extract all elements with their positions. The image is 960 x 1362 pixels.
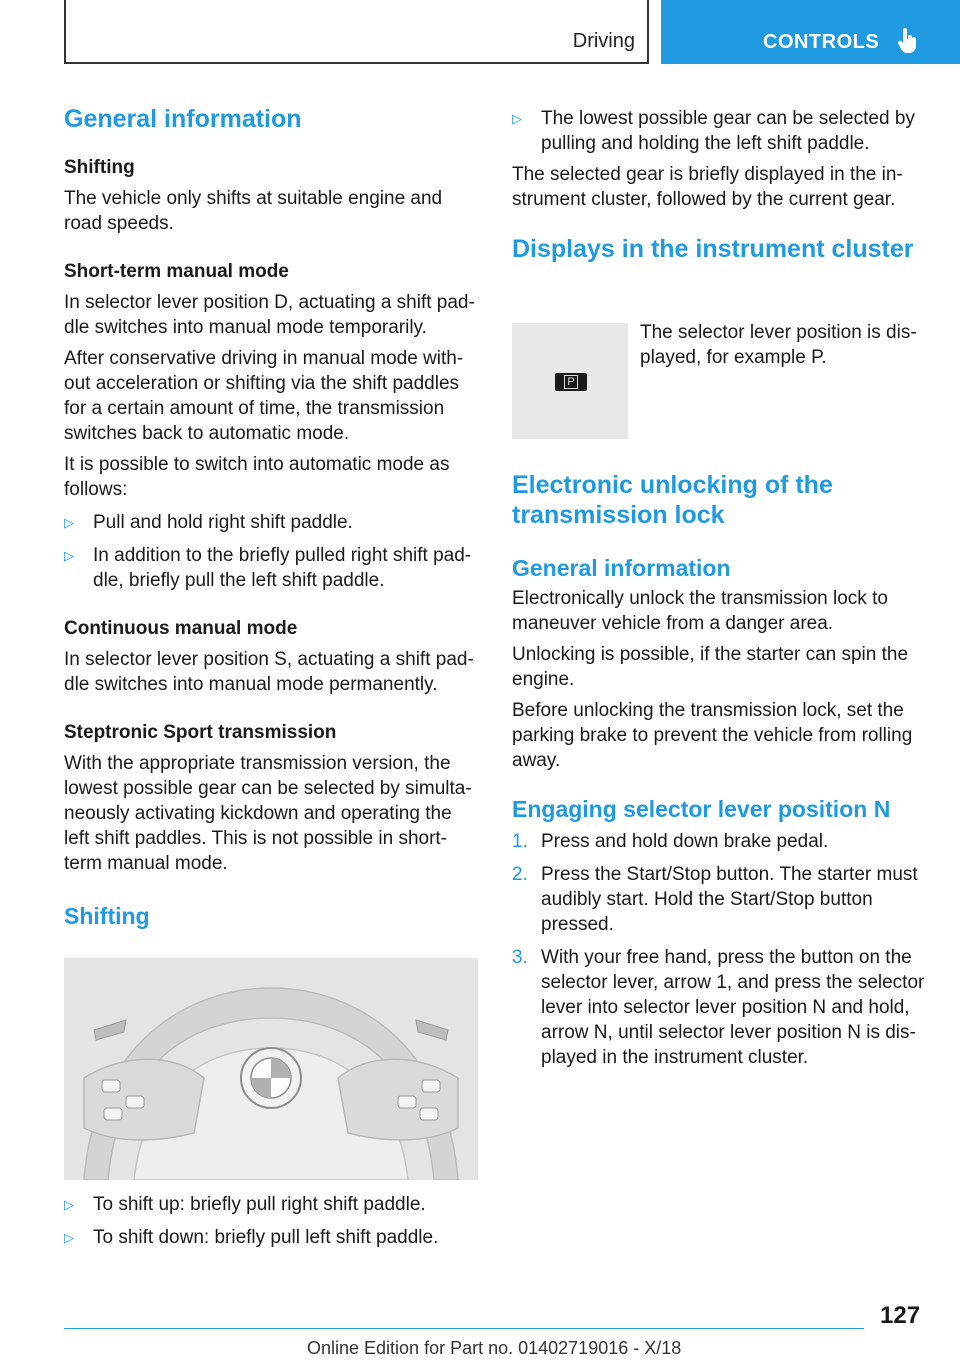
step-item <box>512 945 932 1070</box>
hand-pointer-icon <box>897 28 919 54</box>
list-item: ▷ Pull and hold right shift paddle. <box>64 512 353 533</box>
gi-paragraph-2: Unlocking is possible, if the starter can spin the engine. <box>512 644 909 690</box>
right-column <box>512 100 932 264</box>
stm-paragraph-1: In selector lever position D, actuating a shift pad‐dle switches into manual mode temporarily. <box>64 292 475 338</box>
displays-paragraph: The selector lever position is dis‐played, for example P. <box>640 322 917 368</box>
bullet-triangle-icon: ▷ <box>64 515 74 530</box>
heading-engaging-selector-n: Engaging selector lever position N <box>512 796 891 822</box>
gi-paragraph-3: Before unlocking the transmission lock, set the parking brake to prevent the vehicle from rolling away. <box>512 700 913 771</box>
heading-electronic-unlocking: Electronic unlocking of the transmission lock <box>512 471 833 529</box>
header-section-box <box>64 0 649 64</box>
step-number: 1. <box>512 831 528 852</box>
bullet-triangle-icon: ▷ <box>512 111 522 126</box>
steering-wheel-image <box>64 958 478 1180</box>
footer-divider <box>64 1328 864 1329</box>
heading-short-term-manual-mode: Short-term manual mode <box>64 261 289 282</box>
heading-general-information: General information <box>64 105 302 133</box>
cmm-paragraph: In selector lever position S, actuating a shift pad‐dle switches into manual mode permanently. <box>64 649 474 695</box>
bullet-triangle-icon: ▷ <box>64 1230 74 1245</box>
stm-paragraph-2: After conservative driving in manual mode with‐out acceleration or shifting via the shift paddles for a certain amount of time, the transmission switches back to automatic mode. <box>64 348 464 444</box>
list-item: ▷ The lowest possible gear can be selected by pulling and holding the left shift paddle. <box>512 108 915 154</box>
heading-steptronic-sport: Steptronic Sport transmission <box>64 722 337 743</box>
sst-paragraph: With the appropriate transmission version, the lowest possible gear can be selected by simulta‐neously activating kickdown and operating the left shift paddles. This is not possible in short-term manual mode. <box>64 753 472 874</box>
step-number: 2. <box>512 864 528 885</box>
bullet-triangle-icon: ▷ <box>64 548 74 563</box>
stm-paragraph-3: It is possible to switch into automatic mode as follows: <box>64 454 450 500</box>
list-item: ▷ In addition to the briefly pulled right shift pad‐dle, briefly pull the left shift paddle. <box>64 545 472 591</box>
step-text: Press the Start/Stop button. The starter must audibly start. Hold the Start/Stop button pressed. <box>541 864 918 935</box>
page-number: 127 <box>880 1302 921 1329</box>
list-item: ▷ To shift up: briefly pull right shift paddle. <box>64 1194 426 1215</box>
heading-shifting-sub: Shifting <box>64 157 135 178</box>
gear-display-box <box>555 373 587 391</box>
heading-continuous-manual-mode: Continuous manual mode <box>64 618 298 639</box>
header-chapter-box <box>661 0 960 64</box>
heading-general-information-2: General information <box>512 555 731 581</box>
heading-displays-instrument-cluster: Displays in the instrument cluster <box>512 235 914 263</box>
step-number: 3. <box>512 947 528 968</box>
shifting-paragraph: The vehicle only shifts at suitable engine and road speeds. <box>64 188 443 234</box>
heading-shifting: Shifting <box>64 903 150 929</box>
selected-gear-paragraph: The selected gear is briefly displayed in the in‐strument cluster, followed by the current gear. <box>512 164 903 210</box>
step-item <box>512 862 932 937</box>
shifting-bullets <box>64 1192 478 1250</box>
step-text: Press and hold down brake pedal. <box>541 831 829 852</box>
step-text: With your free hand, press the button on the selector lever, arrow 1, and press the selector lever into selector lever position N and hold, arrow N, until selector lever position N is dis‐played in the instrument cluster. <box>541 947 925 1068</box>
instrument-cluster-image <box>512 323 628 439</box>
header-chapter-title: CONTROLS <box>763 31 880 53</box>
right-column-lower <box>512 470 932 1070</box>
step-item <box>512 829 932 854</box>
bullet-triangle-icon: ▷ <box>64 1197 74 1212</box>
gi-paragraph-1: Electronically unlock the transmission lock to maneuver vehicle from a danger area. <box>512 588 888 634</box>
list-item: ▷ To shift down: briefly pull left shift paddle. <box>64 1227 439 1248</box>
header-section-title: Driving <box>572 30 635 52</box>
left-column <box>64 100 478 930</box>
footer-edition: Online Edition for Part no. 01402719016 - X/18 <box>307 1338 682 1358</box>
gear-display-label: P <box>564 375 578 389</box>
